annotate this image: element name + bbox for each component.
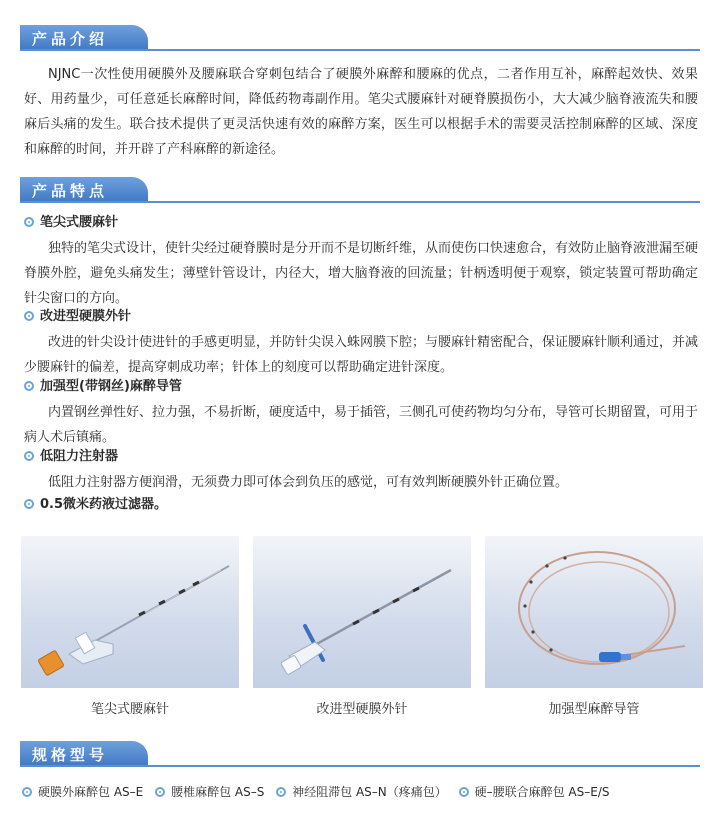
bullet-icon [24, 381, 34, 391]
photo-caption-catheter: 加强型麻醉导管 [548, 702, 640, 717]
feature-desc-reinforced-catheter: 内置钢丝弹性好、拉力强，不易折断，硬度适中，易于插管，三侧孔可使药物均匀分布，导管可长期留置，可用于病人术后镇痛。 [24, 405, 699, 445]
photo-epidural-needle [253, 536, 471, 688]
section-title-specs: 规格型号 [32, 746, 109, 764]
spinal-needle-icon [21, 536, 239, 688]
epidural-needle-icon [253, 536, 471, 688]
feature-title-pencil-point-needle: 笔尖式腰麻针 [24, 212, 118, 234]
section-title-features: 产品特点 [32, 182, 109, 200]
spec-item: 硬–腰联合麻醉包 AS–E/S [459, 782, 610, 802]
section-divider [20, 49, 700, 51]
section-divider [20, 765, 700, 767]
section-header-intro [20, 25, 700, 51]
feature-desc-pencil-point-needle: 独特的笔尖式设计，使针尖经过硬脊膜时是分开而不是切断纤维，从而使伤口快速愈合，有效防止脑脊液泄漏至硬脊膜外腔，避免头痛发生；薄壁针管设计，内径大，增大脑脊液的回流量；针柄透明便于观察，锁定装置可帮助确定针尖窗口的方向。 [24, 241, 699, 306]
feature-desc-low-resistance-syringe: 低阻力注射器方便润滑，无须费力即可体会到负压的感觉，可有效判断硬膜外针正确位置。 [48, 475, 569, 490]
photo-caption-epidural-needle: 改进型硬膜外针 [316, 702, 408, 717]
section-tab [20, 177, 148, 203]
feature-title-epidural-needle: 改进型硬膜外针 [24, 306, 131, 328]
feature-title-filter: 0.5微米药液过滤器。 [24, 494, 167, 516]
bullet-icon [24, 311, 34, 321]
section-divider [20, 201, 700, 203]
photo-catheter [485, 536, 703, 688]
bullet-icon [24, 499, 34, 509]
spec-item: 神经阻滞包 AS–N（疼痛包） [276, 782, 447, 802]
bullet-icon [276, 787, 286, 797]
section-header-specs [20, 741, 700, 767]
feature-title-low-resistance-syringe: 低阻力注射器 [24, 446, 118, 468]
section-header-features [20, 177, 700, 203]
photo-spinal-needle [21, 536, 239, 688]
spec-item: 硬膜外麻醉包 AS–E [22, 782, 143, 802]
section-tab [20, 25, 148, 51]
photo-caption-spinal-needle: 笔尖式腰麻针 [90, 702, 169, 717]
bullet-icon [155, 787, 165, 797]
spec-list [22, 782, 702, 802]
bullet-icon [22, 787, 32, 797]
bullet-icon [24, 217, 34, 227]
bullet-icon [24, 451, 34, 461]
section-title-intro: 产品介绍 [32, 30, 109, 48]
section-tab [20, 741, 148, 767]
feature-title-reinforced-catheter: 加强型(带钢丝)麻醉导管 [24, 376, 182, 398]
intro-paragraph: NJNC一次性使用硬膜外及腰麻联合穿刺包结合了硬膜外麻醉和腰麻的优点，二者作用互补，麻醉起效快、效果好、用药量少，可任意延长麻醉时间，降低药物毒副作用。笔尖式腰麻针对硬脊膜损伤小，大大减少脑脊液流失和腰麻后头痛的发生。联合技术提供了更灵活快速有效的麻醉方案，医生可以根据手术的需要灵活控制麻醉的区域、深度和麻醉的时间，并开辟了产科麻醉的新途径。 [24, 67, 698, 157]
spec-item: 腰椎麻醉包 AS–S [155, 782, 264, 802]
feature-desc-epidural-needle: 改进的针尖设计使进针的手感更明显，并防针尖误入蛛网膜下腔；与腰麻针精密配合，保证腰麻针顺利通过，并减少腰麻针的偏差，提高穿刺成功率；针体上的刻度可以帮助确定进针深度。 [24, 335, 699, 375]
catheter-icon [485, 536, 703, 688]
bullet-icon [459, 787, 469, 797]
